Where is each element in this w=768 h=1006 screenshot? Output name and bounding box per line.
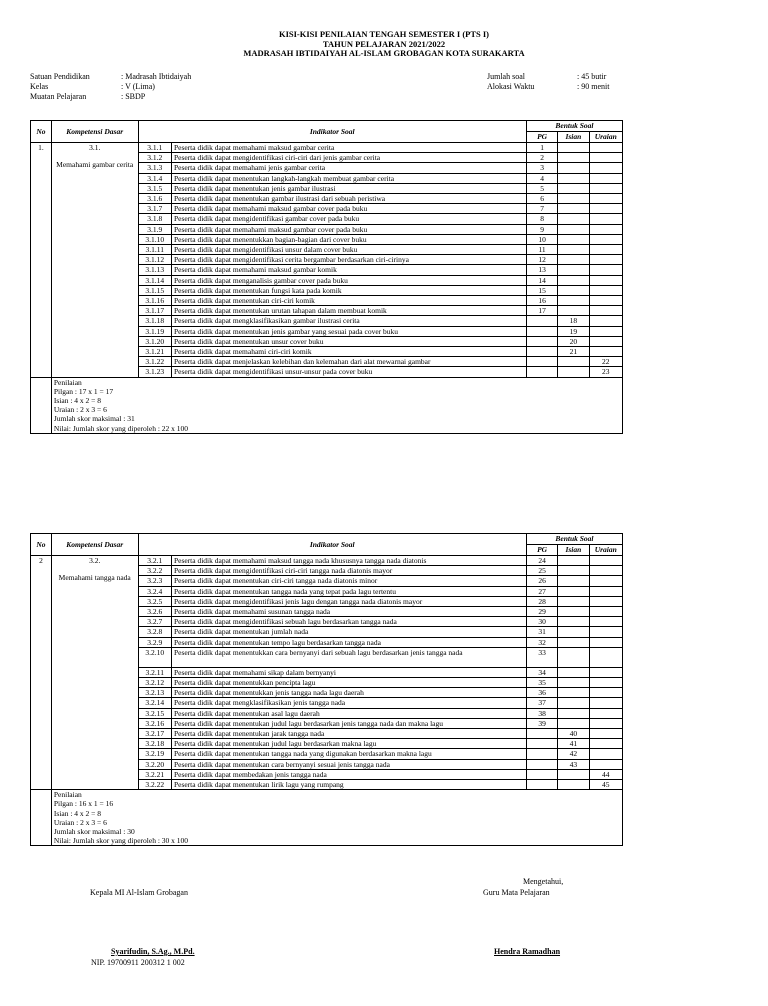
pg-number: 25 [526,566,557,576]
isian-number [558,698,589,708]
pg-number [526,367,557,377]
indikator-code: 3.2.13 [138,688,171,698]
penilaian-line: Jumlah skor maksimal : 31 [53,414,135,424]
indikator-code: 3.2.19 [138,749,171,759]
kisi-table-2 [30,533,623,846]
pg-number: 31 [526,627,557,637]
isian-number: 41 [558,739,589,749]
uraian-number [589,556,622,566]
isian-number [558,607,589,617]
indikator-code: 3.2.6 [138,607,171,617]
penilaian-notes [51,790,622,846]
isian-number: 20 [558,336,589,346]
penilaian-row [31,377,623,433]
isian-number [558,173,589,183]
header-no: No [31,121,52,143]
header-pg: PG [526,132,557,143]
indikator-code: 3.1.15 [138,285,171,295]
isian-number [558,647,589,667]
indikator-text: Peserta didik dapat mengidentifikasi ciri-ciri dari jenis gambar cerita [171,153,526,163]
indikator-text: Peserta didik dapat mengklasifikasikan jenis tangga nada [171,698,526,708]
guru-name: Hendra Ramadhan [494,947,561,956]
isian-number [558,576,589,586]
meta-left-labels [30,72,90,102]
indikator-text: Peserta didik dapat menentukan unsur cover buku [171,336,526,346]
indikator-code: 3.2.5 [138,596,171,606]
pg-number: 39 [526,718,557,728]
indikator-text: Peserta didik dapat menentukan lirik lagu yang rumpang [171,780,526,790]
kepala-title: Kepala MI Al-Islam Grobagan [90,888,188,897]
uraian-number [589,607,622,617]
uraian-number [589,183,622,193]
pg-number [526,769,557,779]
uraian-number [589,347,622,357]
uraian-number [589,739,622,749]
pg-number [526,759,557,769]
indikator-row [31,556,623,566]
indikator-code: 3.1.11 [138,245,171,255]
indikator-code: 3.1.20 [138,336,171,346]
uraian-number [589,718,622,728]
pg-number: 28 [526,596,557,606]
indikator-code: 3.1.8 [138,214,171,224]
isian-number [558,718,589,728]
indikator-text: Peserta didik dapat menentukkan jenis tangga nada lagu daerah [171,688,526,698]
indikator-text: Peserta didik dapat memahami jenis gambar cerita [171,163,526,173]
penilaian-row [31,790,623,846]
isian-number [558,596,589,606]
pg-number: 3 [526,163,557,173]
isian-number [558,214,589,224]
uraian-number [589,194,622,204]
pg-number: 37 [526,698,557,708]
pg-number: 14 [526,275,557,285]
kompetensi-dasar [51,556,138,790]
pg-number: 35 [526,678,557,688]
indikator-text: Peserta didik dapat menentukan ciri-ciri tangga nada diatonis minor [171,576,526,586]
mapel-label: Muatan Pelajaran [30,92,87,101]
isian-number [558,556,589,566]
indikator-text: Peserta didik dapat memahami maksud tangga nada khususnya tangga nada diatonis [171,556,526,566]
penilaian-empty-cell [31,377,52,433]
isian-number [558,204,589,214]
indikator-code: 3.2.2 [138,566,171,576]
penilaian-line: Pilgan : 16 x 1 = 16 [53,799,114,809]
alokasi-label: Alokasi Waktu [487,82,535,91]
isian-number [558,255,589,265]
indikator-text: Peserta didik dapat menentukan gambar ilustrasi dari sebuah peristiwa [171,194,526,204]
indikator-text: Peserta didik dapat mengidentifikasi ciri-ciri tangga nada diatonis mayor [171,566,526,576]
indikator-text: Peserta didik dapat menjelaskan kelebihan dan kelemahan dari alat mewarnai gambar [171,357,526,367]
pg-number [526,336,557,346]
indikator-code: 3.1.5 [138,183,171,193]
pg-number: 38 [526,708,557,718]
indikator-code: 3.2.8 [138,627,171,637]
indikator-text: Peserta didik dapat menentukkan pencipta lagu [171,678,526,688]
indikator-text: Peserta didik dapat menentukkan cara bernyanyi dari sebuah lagu berdasarkan jenis tangga nada [171,647,526,667]
uraian-number [589,214,622,224]
uraian-number [589,326,622,336]
meta-left-values [121,72,191,102]
indikator-code: 3.1.19 [138,326,171,336]
indikator-code: 3.1.18 [138,316,171,326]
indikator-code: 3.2.10 [138,647,171,667]
uraian-number: 23 [589,367,622,377]
uraian-number [589,245,622,255]
isian-number [558,769,589,779]
uraian-number [589,749,622,759]
indikator-text: Peserta didik dapat menganalisis gambar cover pada buku [171,275,526,285]
header-indikator: Indikator Soal [138,534,526,556]
guru-title: Guru Mata Pelajaran [483,888,550,897]
uraian-number [589,688,622,698]
uraian-number [589,285,622,295]
pg-number: 26 [526,576,557,586]
indikator-text: Peserta didik dapat menentukan jenis gambar yang sesuai pada cover buku [171,326,526,336]
indikator-row [31,143,623,153]
indikator-text: Peserta didik dapat memahami maksud gambar cerita [171,143,526,153]
pg-number: 5 [526,183,557,193]
indikator-text: Peserta didik dapat menentukan tangga nada yang tepat pada lagu tertentu [171,586,526,596]
uraian-number [589,627,622,637]
satuan-value: : Madrasah Ibtidaiyah [121,72,192,81]
uraian-number [589,698,622,708]
kelas-label: Kelas [30,82,49,91]
penilaian-line: Pilgan : 17 x 1 = 17 [53,386,114,396]
indikator-code: 3.2.17 [138,729,171,739]
kd-text: Memahami tangga nada [58,573,131,583]
jumlah-label: Jumlah soal [487,72,525,81]
title-line-2: TAHUN PELAJARAN 2021/2022 [322,38,446,49]
section-number: 2 [31,556,52,790]
indikator-text: Peserta didik dapat menentukan tangga nada yang digunakan berdasarkan makna lagu [171,749,526,759]
isian-number [558,357,589,367]
isian-number [558,245,589,255]
indikator-text: Peserta didik dapat menentukan jumlah nada [171,627,526,637]
uraian-number [589,637,622,647]
indikator-text: Peserta didik dapat mengidentifikasi cerita bergambar berdasarkan ciri-cirinya [171,255,526,265]
penilaian-line: Isian : 4 x 2 = 8 [53,808,102,818]
header-bentuk: Bentuk Soal [526,121,622,132]
indikator-text: Peserta didik dapat menentukan judul lagu berdasarkan jenis tangga nada dan makna lagu [171,718,526,728]
kepala-nip: NIP. 19700911 200312 1 002 [91,958,185,967]
uraian-number [589,336,622,346]
pg-number: 17 [526,306,557,316]
pg-number: 33 [526,647,557,667]
header-no: No [31,534,52,556]
indikator-code: 3.2.4 [138,586,171,596]
uraian-number [589,566,622,576]
uraian-number [589,224,622,234]
penilaian-line: Nilai: Jumlah skor yang diperoleh : 30 x 100 [53,836,189,846]
isian-number [558,183,589,193]
isian-number [558,688,589,698]
uraian-number [589,296,622,306]
penilaian-line: Uraian : 2 x 3 = 6 [53,817,107,827]
pg-number: 36 [526,688,557,698]
pg-number: 10 [526,234,557,244]
penilaian-line: Isian : 4 x 2 = 8 [53,396,102,406]
indikator-code: 3.1.14 [138,275,171,285]
indikator-text: Peserta didik dapat membedakan jenis tangga nada [171,769,526,779]
isian-number [558,678,589,688]
indikator-code: 3.1.12 [138,255,171,265]
uraian-number [589,306,622,316]
indikator-code: 3.1.21 [138,347,171,357]
pg-number: 29 [526,607,557,617]
meta-right-labels [487,72,534,92]
indikator-code: 3.1.3 [138,163,171,173]
kisi-table-1 [30,120,623,434]
indikator-text: Peserta didik dapat menentukan cara bernyanyi sesuai jenis tangga nada [171,759,526,769]
isian-number [558,143,589,153]
pg-number [526,357,557,367]
indikator-text: Peserta didik dapat menentukan jenis gambar ilustrasi [171,183,526,193]
indikator-code: 3.1.13 [138,265,171,275]
indikator-code: 3.2.22 [138,780,171,790]
pg-number: 16 [526,296,557,306]
indikator-code: 3.2.21 [138,769,171,779]
indikator-code: 3.2.9 [138,637,171,647]
section-number: 1. [31,143,52,378]
header-uraian: Uraian [589,545,622,556]
indikator-code: 3.1.16 [138,296,171,306]
indikator-text: Peserta didik dapat mengklasifikasikan gambar ilustrasi cerita [171,316,526,326]
indikator-code: 3.2.7 [138,617,171,627]
document-title [0,30,768,59]
uraian-number [589,275,622,285]
pg-number: 30 [526,617,557,627]
uraian-number [589,647,622,667]
uraian-number: 45 [589,780,622,790]
penilaian-notes [51,377,622,433]
isian-number: 42 [558,749,589,759]
indikator-text: Peserta didik dapat memahami sikap dalam bernyanyi [171,667,526,677]
kompetensi-dasar [51,143,138,378]
pg-number [526,780,557,790]
indikator-code: 3.1.22 [138,357,171,367]
pg-number: 9 [526,224,557,234]
indikator-code: 3.2.1 [138,556,171,566]
isian-number [558,163,589,173]
isian-number [558,566,589,576]
indikator-text: Peserta didik dapat menentukan urutan tahapan dalam membuat komik [171,306,526,316]
isian-number [558,265,589,275]
indikator-text: Peserta didik dapat mengidentifikasi unsur dalam cover buku [171,245,526,255]
indikator-code: 3.1.17 [138,306,171,316]
isian-number [558,224,589,234]
indikator-text: Peserta didik dapat mengidentifikasi gambar cover pada buku [171,214,526,224]
indikator-code: 3.1.6 [138,194,171,204]
isian-number: 18 [558,316,589,326]
indikator-text: Peserta didik dapat menentukan judul lagu berdasarkan makna lagu [171,739,526,749]
uraian-number [589,255,622,265]
indikator-code: 3.2.16 [138,718,171,728]
isian-number [558,780,589,790]
kepala-name: Syarifudin, S.Ag., M.Pd. [111,947,195,956]
indikator-text: Peserta didik dapat menentukan jarak tangga nada [171,729,526,739]
jumlah-value: : 45 butir [577,72,607,81]
pg-number: 7 [526,204,557,214]
indikator-text: Peserta didik dapat menentukan asal lagu daerah [171,708,526,718]
uraian-number [589,576,622,586]
uraian-number [589,667,622,677]
header-kd: Kompetensi Dasar [51,534,138,556]
penilaian-line: Nilai: Jumlah skor yang diperoleh : 22 x 100 [53,423,189,433]
indikator-text: Peserta didik dapat mengidentifikasi sebuah lagu berdasarkan tangga nada [171,617,526,627]
uraian-number [589,234,622,244]
uraian-number [589,586,622,596]
penilaian-line: Jumlah skor maksimal : 30 [53,827,135,837]
isian-number [558,708,589,718]
kelas-value: : V (Lima) [121,82,155,91]
indikator-code: 3.1.1 [138,143,171,153]
pg-number: 24 [526,556,557,566]
indikator-code: 3.1.2 [138,153,171,163]
mengetahui-text: Mengetahui, [523,877,564,886]
header-bentuk: Bentuk Soal [526,534,622,545]
isian-number [558,617,589,627]
indikator-text: Peserta didik dapat menentukan fungsi kata pada komik [171,285,526,295]
isian-number [558,285,589,295]
isian-number: 43 [558,759,589,769]
penilaian-line: Uraian : 2 x 3 = 6 [53,405,107,415]
indikator-text: Peserta didik dapat memahami maksud gambar komik [171,265,526,275]
satuan-label: Satuan Pendidikan [30,72,90,81]
pg-number [526,729,557,739]
header-indikator: Indikator Soal [138,121,526,143]
pg-number: 34 [526,667,557,677]
indikator-code: 3.2.20 [138,759,171,769]
pg-number: 6 [526,194,557,204]
header-uraian: Uraian [589,132,622,143]
indikator-code: 3.2.3 [138,576,171,586]
isian-number [558,296,589,306]
pg-number [526,739,557,749]
indikator-text: Peserta didik dapat memahami maksud gambar cover pada buku [171,224,526,234]
uraian-number [589,678,622,688]
indikator-code: 3.2.12 [138,678,171,688]
title-line-3: MADRASAH IBTIDAIYAH AL-ISLAM GROBAGAN KOTA SURAKARTA [243,48,525,58]
pg-number: 27 [526,586,557,596]
isian-number [558,153,589,163]
isian-number [558,586,589,596]
pg-number: 32 [526,637,557,647]
indikator-text: Peserta didik dapat mengidentifikasi unsur-unsur pada cover buku [171,367,526,377]
indikator-code: 3.2.11 [138,667,171,677]
uraian-number [589,265,622,275]
uraian-number [589,143,622,153]
pg-number: 11 [526,245,557,255]
pg-number: 1 [526,143,557,153]
isian-number: 21 [558,347,589,357]
uraian-number [589,163,622,173]
isian-number [558,234,589,244]
indikator-code: 3.2.14 [138,698,171,708]
indikator-code: 3.1.7 [138,204,171,214]
uraian-number [589,204,622,214]
header-isian: Isian [558,132,589,143]
isian-number [558,637,589,647]
pg-number [526,326,557,336]
header-kd: Kompetensi Dasar [51,121,138,143]
uraian-number [589,173,622,183]
isian-number [558,275,589,285]
penilaian-line: Penilaian [53,790,82,800]
indikator-text: Peserta didik dapat menentukan tempo lagu berdasarkan tangga nada [171,637,526,647]
pg-number: 4 [526,173,557,183]
indikator-code: 3.1.10 [138,234,171,244]
isian-number [558,627,589,637]
header-isian: Isian [558,545,589,556]
uraian-number [589,708,622,718]
pg-number [526,347,557,357]
isian-number [558,667,589,677]
indikator-text: Peserta didik dapat menentukan langkah-langkah membuat gambar cerita [171,173,526,183]
isian-number: 40 [558,729,589,739]
penilaian-line: Penilaian [53,377,82,387]
indikator-code: 3.1.4 [138,173,171,183]
pg-number: 15 [526,285,557,295]
indikator-code: 3.2.18 [138,739,171,749]
isian-number: 19 [558,326,589,336]
indikator-text: Peserta didik dapat menentukan ciri-ciri komik [171,296,526,306]
indikator-code: 3.2.15 [138,708,171,718]
title-line-1: KISI-KISI PENILAIAN TENGAH SEMESTER I (PTS I) [278,29,490,39]
pg-number [526,316,557,326]
uraian-number [589,316,622,326]
penilaian-empty-cell [31,790,52,846]
pg-number: 13 [526,265,557,275]
meta-right-values [577,72,609,92]
uraian-number [589,759,622,769]
isian-number [558,194,589,204]
kd-code: 3.2. [89,556,101,565]
indikator-text: Peserta didik dapat memahami susunan tangga nada [171,607,526,617]
kd-code: 3.1. [89,143,101,152]
indikator-code: 3.1.23 [138,367,171,377]
indikator-text: Peserta didik dapat mengidentifikasi jenis lagu dengan tangga nada diatonis mayor [171,596,526,606]
alokasi-value: : 90 menit [577,82,610,91]
mapel-value: : SBDP [121,92,146,101]
indikator-text: Peserta didik dapat memahami ciri-ciri komik [171,347,526,357]
header-pg: PG [526,545,557,556]
pg-number: 12 [526,255,557,265]
uraian-number [589,153,622,163]
uraian-number [589,617,622,627]
pg-number: 2 [526,153,557,163]
uraian-number: 22 [589,357,622,367]
uraian-number: 44 [589,769,622,779]
indikator-text: Peserta didik dapat menentukkan bagian-bagian dari cover buku [171,234,526,244]
pg-number: 8 [526,214,557,224]
indikator-text: Peserta didik dapat memahami maksud gambar cover pada buku [171,204,526,214]
kd-text: Memahami gambar cerita [56,160,134,170]
isian-number [558,306,589,316]
indikator-code: 3.1.9 [138,224,171,234]
uraian-number [589,729,622,739]
uraian-number [589,596,622,606]
isian-number [558,367,589,377]
pg-number [526,749,557,759]
